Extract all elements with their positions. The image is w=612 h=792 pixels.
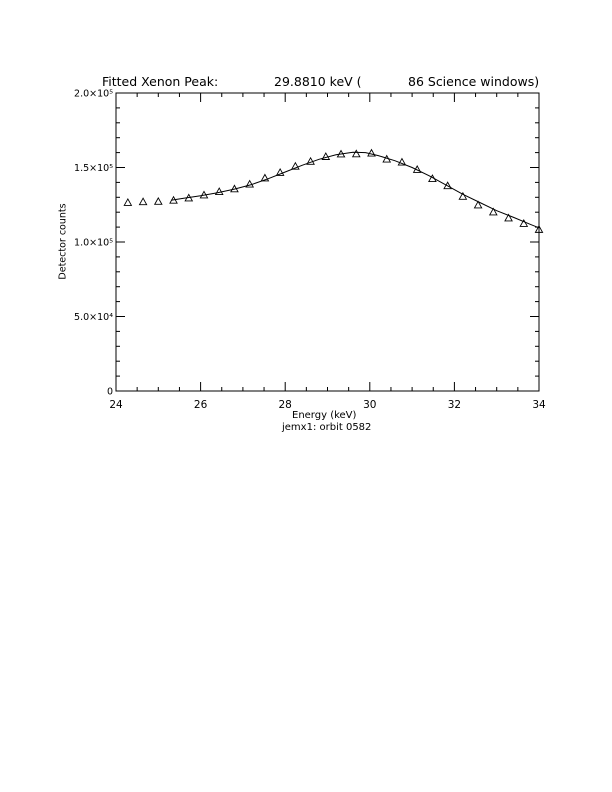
x-tick-label: 32 — [447, 399, 462, 411]
title-windows: 86 Science windows) — [408, 74, 540, 89]
x-tick-label: 30 — [363, 399, 377, 411]
data-point-triangle — [353, 150, 360, 156]
x-tick-label: 24 — [109, 399, 123, 411]
y-tick-label: 1.0×10⁵ — [74, 237, 113, 249]
chart-subtitle: jemx1: orbit 0582 — [282, 422, 372, 433]
y-tick-label: 2.0×10⁵ — [74, 88, 113, 100]
x-tick-label: 28 — [278, 399, 292, 411]
x-tick-label: 26 — [193, 399, 208, 411]
fit-curve — [171, 152, 539, 228]
y-tick-labels — [74, 89, 113, 398]
y-tick-label: 5.0×10⁴ — [74, 312, 113, 323]
data-point-triangle — [124, 199, 131, 205]
y-tick-label: 1.5×10⁵ — [74, 163, 113, 174]
x-tick-label: 34 — [532, 399, 546, 411]
y-axis-label: Detector counts — [57, 203, 69, 280]
data-point-triangle — [139, 198, 146, 204]
title-energy: 29.8810 keV ( — [274, 74, 362, 89]
data-points — [124, 150, 542, 233]
data-point-triangle — [368, 150, 375, 156]
data-point-triangle — [155, 198, 162, 204]
chart-title — [102, 74, 552, 90]
y-tick-label: 0 — [106, 386, 113, 398]
plot-frame — [116, 93, 539, 391]
axis-ticks — [116, 93, 539, 391]
title-prefix: Fitted Xenon Peak: — [102, 74, 219, 89]
data-point-triangle — [216, 188, 223, 194]
x-axis-label: Energy (keV) — [292, 410, 357, 421]
